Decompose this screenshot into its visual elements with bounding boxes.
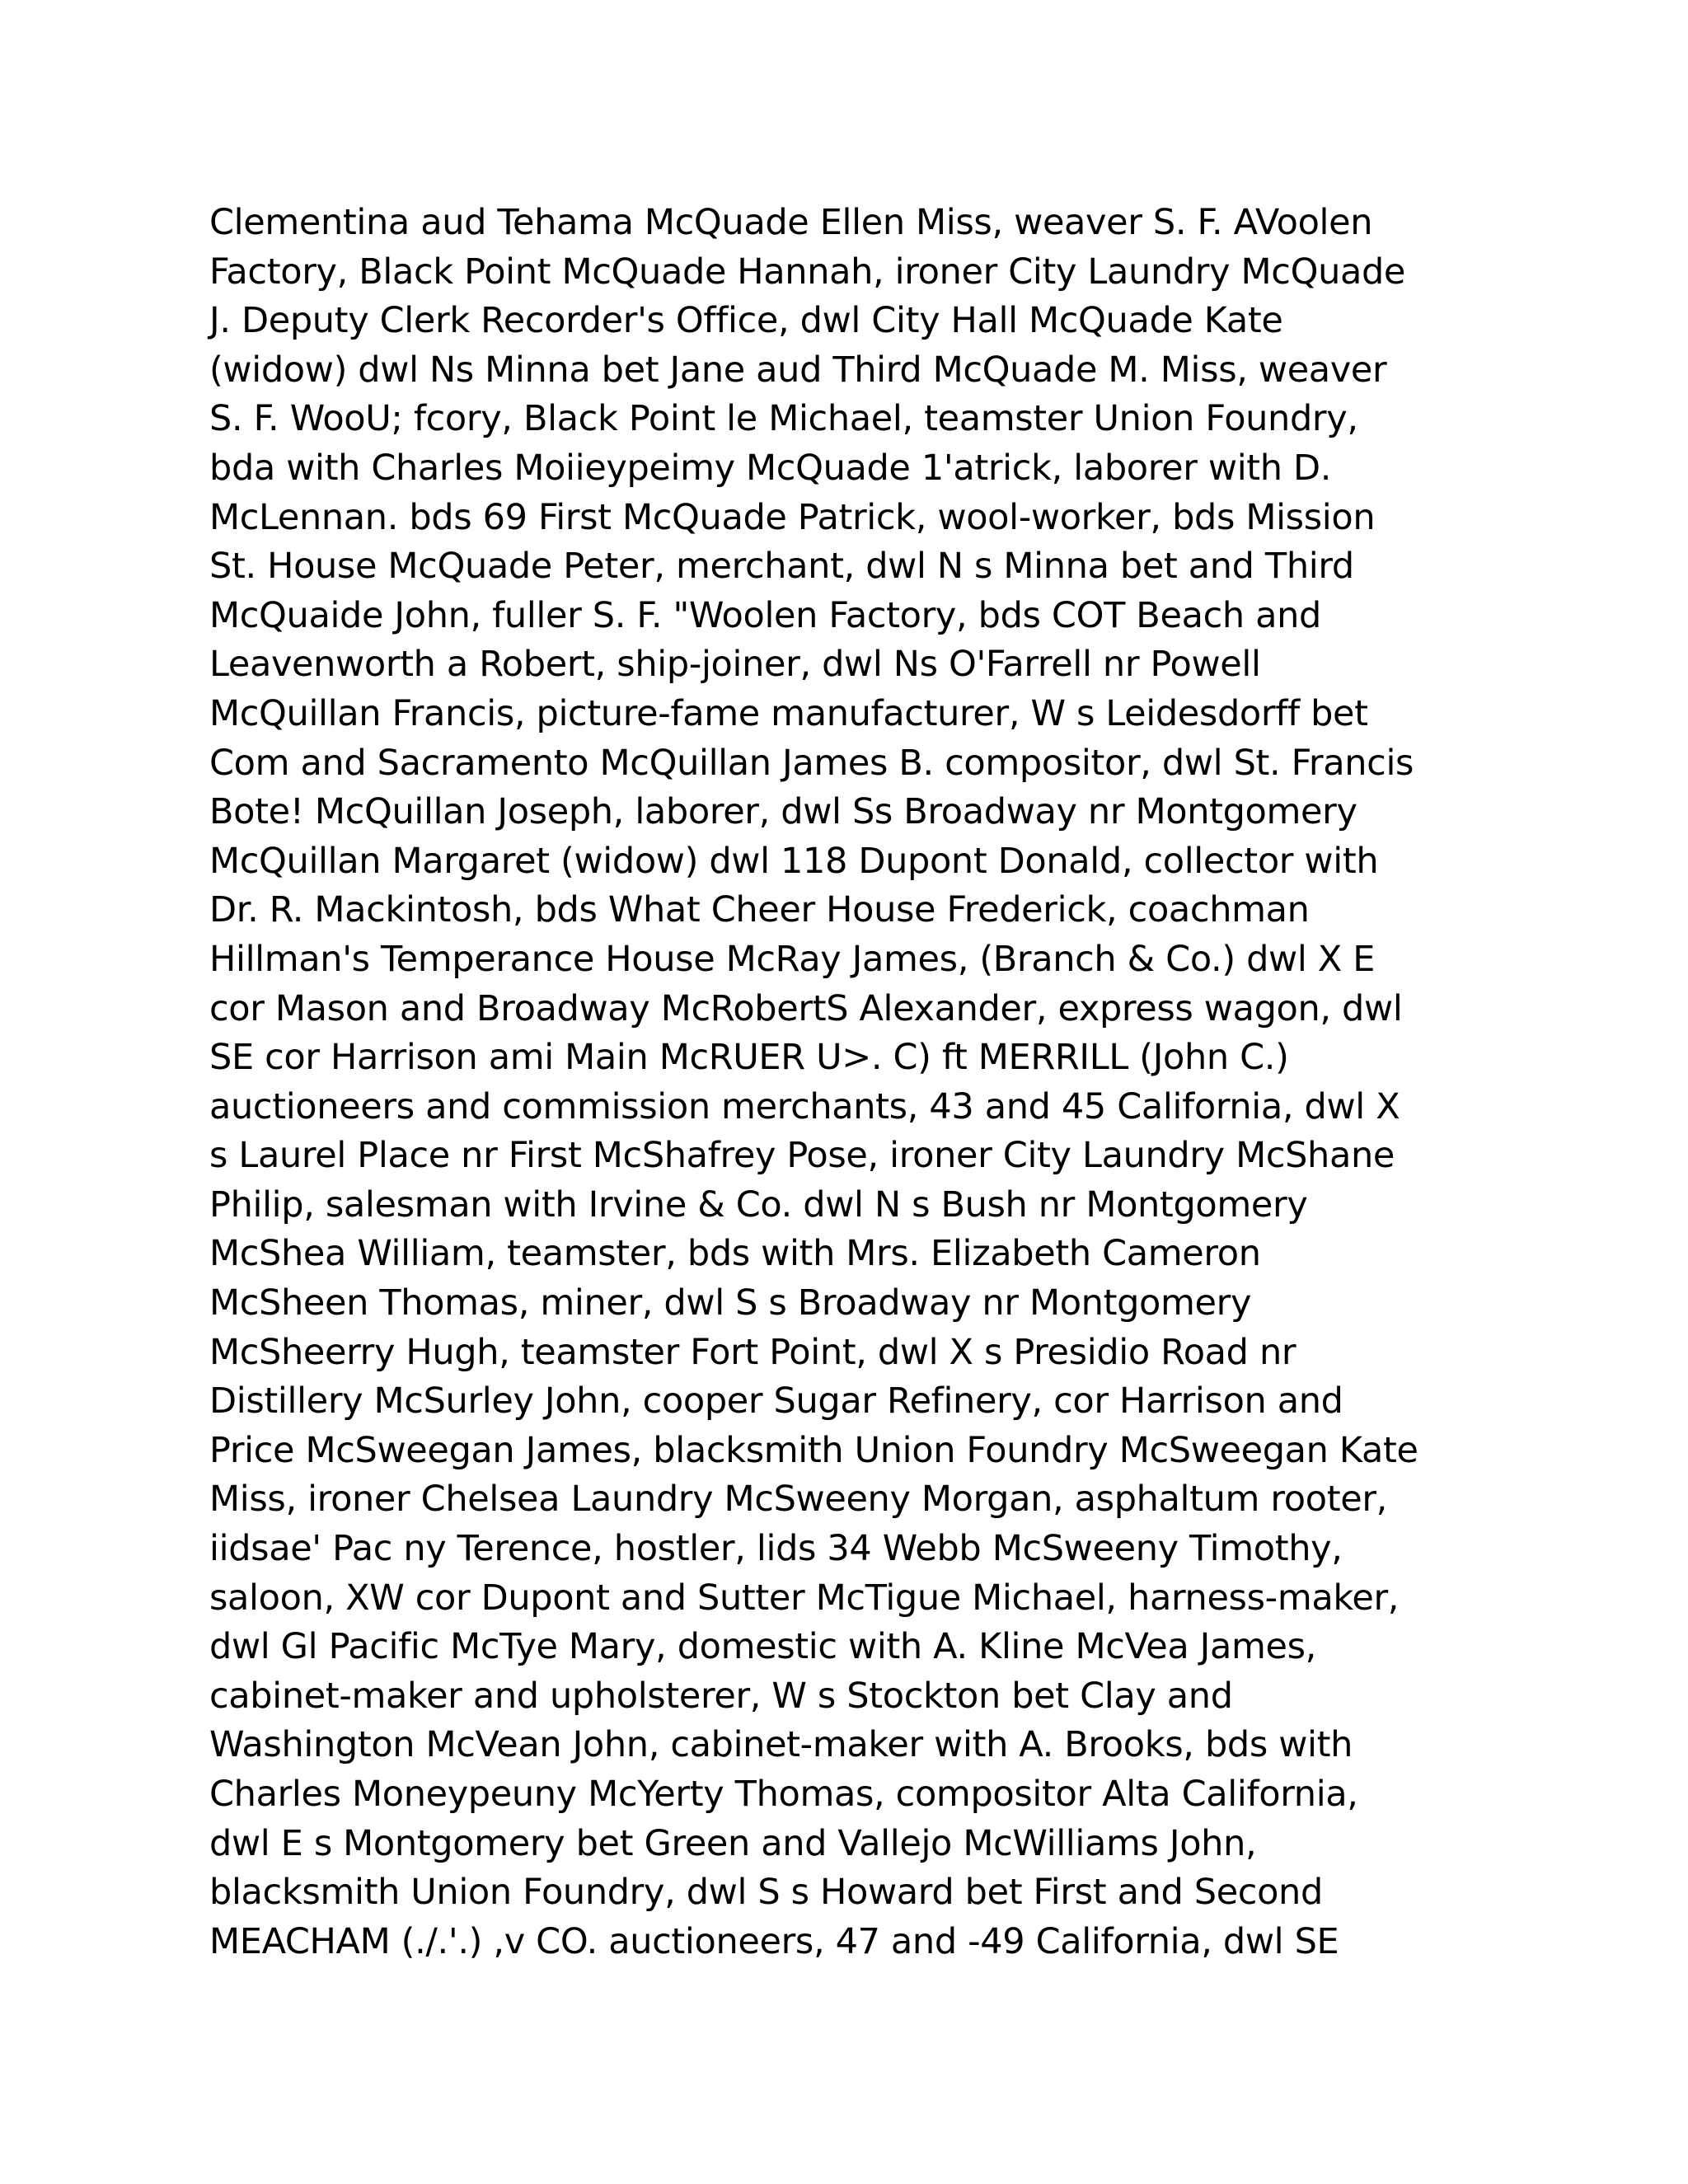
text-line: Washington McVean John, cabinet-maker with A. Brooks, bds with: [209, 1724, 1353, 1766]
text-line: McQuillan Francis, picture-fame manufacturer, W s Leidesdorff bet: [209, 692, 1368, 734]
text-line: S. F. WooU; fcory, Black Point le Michael, teamster Union Foundry,: [209, 398, 1358, 440]
text-line: Leavenworth a Robert, ship-joiner, dwl Ns O'Farrell nr Powell: [209, 644, 1261, 686]
text-line: dwl E s Montgomery bet Green and Vallejo McWilliams John,: [209, 1822, 1257, 1864]
text-line: cabinet-maker and upholsterer, W s Stockton bet Clay and: [209, 1675, 1233, 1717]
text-line: Price McSweegan James, blacksmith Union Foundry McSweegan Kate: [209, 1429, 1418, 1471]
text-line: dwl Gl Pacific McTye Mary, domestic with A. Kline McVea James,: [209, 1626, 1317, 1668]
text-line: saloon, XW cor Dupont and Sutter McTigue Michael, harness-maker,: [209, 1577, 1400, 1619]
text-line: McLennan. bds 69 First McQuade Patrick, wool-worker, bds Mission: [209, 496, 1376, 538]
text-line: J. Deputy Clerk Recorder's Office, dwl City Hall McQuade Kate: [209, 300, 1283, 342]
text-line: McSheen Thomas, miner, dwl S s Broadway nr Montgomery: [209, 1282, 1252, 1324]
text-line: SE cor Harrison ami Main McRUER U>. C) ft MERRILL (John C.): [209, 1037, 1289, 1079]
text-line: Clementina aud Tehama McQuade Ellen Miss, weaver S. F. AVoolen: [209, 202, 1373, 243]
directory-text-block: [209, 199, 1495, 1966]
text-line: St. House McQuade Peter, merchant, dwl N s Minna bet and Third: [209, 546, 1354, 588]
text-line: Miss, ironer Chelsea Laundry McSweeny Morgan, asphaltum rooter,: [209, 1479, 1387, 1521]
text-line: iidsae' Pac ny Terence, hostler, lids 34 Webb McSweeny Timothy,: [209, 1528, 1343, 1570]
text-line: bda with Charles Moiieypeimy McQuade 1'atrick, laborer with D.: [209, 447, 1332, 489]
text-line: (widow) dwl Ns Minna bet Jane aud Third McQuade M. Miss, weaver: [209, 349, 1387, 391]
text-line: MEACHAM (./.'.) ,v CO. auctioneers, 47 and -49 California, dwl SE: [209, 1920, 1339, 1962]
text-line: McSheerry Hugh, teamster Fort Point, dwl X s Presidio Road nr: [209, 1331, 1296, 1373]
text-line: s Laurel Place nr First McShafrey Pose, ironer City Laundry McShane: [209, 1135, 1395, 1177]
text-line: Philip, salesman with Irvine & Co. dwl N s Bush nr Montgomery: [209, 1183, 1308, 1226]
text-line: Factory, Black Point McQuade Hannah, ironer City Laundry McQuade: [209, 251, 1406, 293]
text-line: cor Mason and Broadway McRobertS Alexander, express wagon, dwl: [209, 987, 1403, 1029]
text-line: Com and Sacramento McQuillan James B. compositor, dwl St. Francis: [209, 742, 1414, 784]
text-line: Hillman's Temperance House McRay James, (Branch & Co.) dwl X E: [209, 938, 1376, 980]
text-line: McQuillan Margaret (widow) dwl 118 Dupont Donald, collector with: [209, 840, 1379, 882]
text-line: auctioneers and commission merchants, 43 and 45 California, dwl X: [209, 1085, 1400, 1127]
text-line: Dr. R. Mackintosh, bds What Cheer House Frederick, coachman: [209, 889, 1310, 931]
text-line: McShea William, teamster, bds with Mrs. Elizabeth Cameron: [209, 1233, 1261, 1275]
text-line: Charles Moneypeuny McYerty Thomas, compositor Alta California,: [209, 1774, 1358, 1815]
text-line: McQuaide John, fuller S. F. "Woolen Factory, bds COT Beach and: [209, 594, 1321, 636]
text-line: Distillery McSurley John, cooper Sugar Refinery, cor Harrison and: [209, 1380, 1343, 1422]
text-line: Bote! McQuillan Joseph, laborer, dwl Ss Broadway nr Montgomery: [209, 791, 1357, 833]
text-line: blacksmith Union Foundry, dwl S s Howard bet First and Second: [209, 1872, 1323, 1914]
